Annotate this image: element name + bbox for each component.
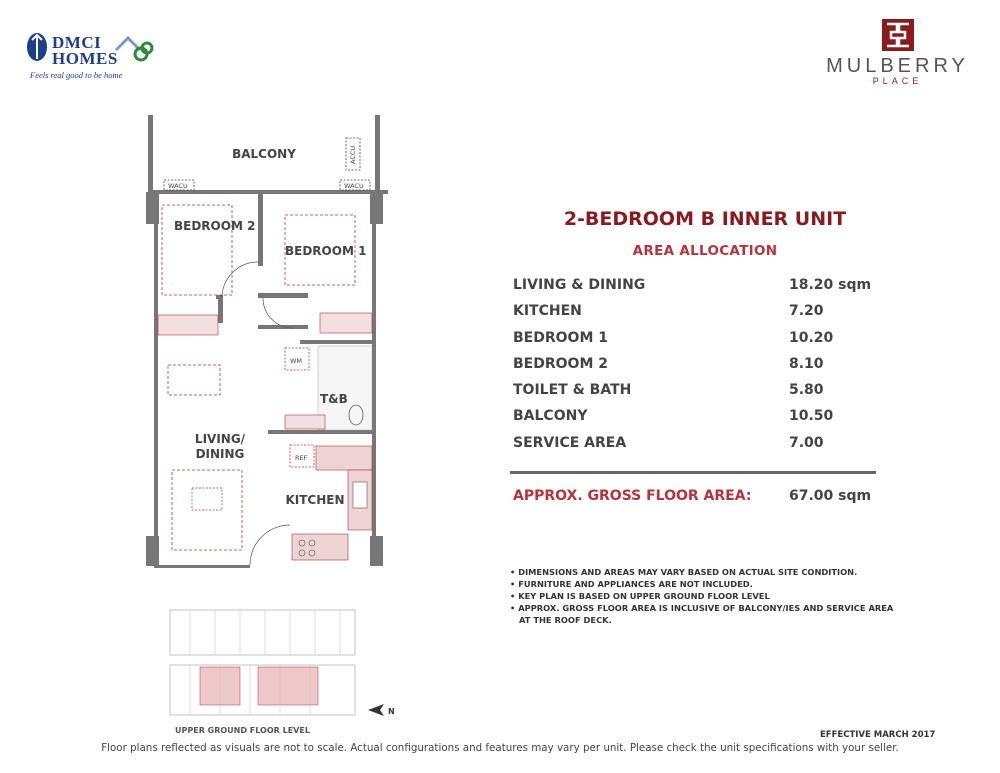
area-row <box>513 277 878 303</box>
kitchen-counter-top <box>316 446 372 470</box>
footer-disclaimer: Floor plans reflected as visuals are not to scale. Actual configurations and features may vary per unit. Please check the unit specifications with your seller. <box>101 742 899 754</box>
room-label-living: LIVING/ <box>194 432 246 446</box>
area-allocation-heading: AREA ALLOCATION <box>632 243 778 259</box>
room-label-kitchen: KITCHEN <box>285 493 345 507</box>
effective-date: EFFECTIVE MARCH 2017 <box>820 730 936 740</box>
entry-door-swing <box>250 525 290 565</box>
note-item: • KEY PLAN IS BASED ON UPPER GROUND FLOOR LEVEL <box>510 591 770 601</box>
room-label-tb: T&B <box>320 392 348 406</box>
area-label: BEDROOM 1 <box>513 329 608 346</box>
area-row <box>513 382 878 408</box>
wacu-label-2: WACU <box>344 182 364 190</box>
floor-plan <box>140 110 390 580</box>
area-row <box>513 408 878 434</box>
dmci-wordmark: DMCI <box>52 33 102 52</box>
area-label: BEDROOM 2 <box>513 355 608 372</box>
door-swing-1 <box>222 262 258 298</box>
area-value: 7.00 <box>789 434 824 451</box>
area-allocation-table <box>513 277 878 461</box>
kitchen-sink-icon <box>353 482 367 508</box>
notes-list <box>510 566 900 626</box>
dmci-emblem-icon <box>26 32 48 62</box>
house-leaf-icon <box>114 32 154 66</box>
area-label: TOILET & BATH <box>513 382 632 399</box>
area-value: 7.20 <box>789 303 824 320</box>
note-item: • DIMENSIONS AND AREAS MAY VARY BASED ON ACTUAL SITE CONDITION. <box>510 567 858 577</box>
key-plan-label: UPPER GROUND FLOOR LEVEL <box>175 726 310 735</box>
bathroom-tile <box>318 346 372 430</box>
area-row <box>513 303 878 329</box>
project-sub: PLACE <box>872 76 923 86</box>
north-arrow-icon <box>364 700 398 720</box>
area-value: 10.50 <box>789 408 834 425</box>
area-value: 5.80 <box>789 382 824 399</box>
room-label-bedroom-2: BEDROOM 2 <box>174 219 256 233</box>
area-label: BALCONY <box>513 408 588 425</box>
area-label: LIVING & DINING <box>513 277 646 293</box>
stove-counter <box>292 534 348 560</box>
key-plan <box>160 605 360 725</box>
note-item: • FURNITURE AND APPLIANCES ARE NOT INCLUDED. <box>510 579 753 589</box>
unit-title: 2-BEDROOM B INNER UNIT <box>563 208 847 230</box>
door-swing-2 <box>263 298 293 328</box>
project-name: MULBERRY <box>826 55 969 77</box>
area-value: 10.20 <box>789 329 834 346</box>
area-row <box>513 330 878 356</box>
area-label: KITCHEN <box>513 303 582 320</box>
room-label-balcony: BALCONY <box>232 147 296 161</box>
gross-floor-area-value: 67.00 sqm <box>789 488 872 504</box>
key-plan-unit-highlight <box>258 667 318 705</box>
wacu-label-1: WACU <box>168 182 188 190</box>
wm-label: WM <box>290 357 303 365</box>
mulberry-emblem-icon <box>881 18 915 52</box>
area-value: 18.20 sqm <box>789 277 872 293</box>
bath-vanity <box>285 415 325 429</box>
area-row <box>513 356 878 382</box>
closet-bedroom-1 <box>320 313 372 333</box>
area-value: 8.10 <box>789 355 824 372</box>
divider <box>510 471 876 474</box>
homes-wordmark: HOMES <box>52 49 118 68</box>
accu-label: ACCU <box>349 145 357 164</box>
dmci-homes-logo <box>22 30 162 84</box>
north-label: N <box>388 707 395 716</box>
area-row <box>513 435 878 461</box>
ref-label: REF <box>295 454 308 462</box>
closet-bedroom-2 <box>158 315 218 335</box>
note-item: • APPROX. GROSS FLOOR AREA IS INCLUSIVE OF BALCONY/IES AND SERVICE AREA AT THE ROOF DECK. <box>510 603 894 625</box>
mulberry-place-logo <box>815 18 980 98</box>
key-plan-upper-block <box>170 610 355 655</box>
dining-table <box>168 365 220 395</box>
gross-floor-area-label: APPROX. GROSS FLOOR AREA: <box>513 488 752 504</box>
room-label-bedroom-1: BEDROOM 1 <box>285 244 367 258</box>
coffee-table <box>192 488 222 510</box>
room-label-dining: DINING <box>195 447 245 461</box>
dmci-tagline: Feels real good to be home <box>30 70 123 80</box>
area-label: SERVICE AREA <box>513 434 627 451</box>
